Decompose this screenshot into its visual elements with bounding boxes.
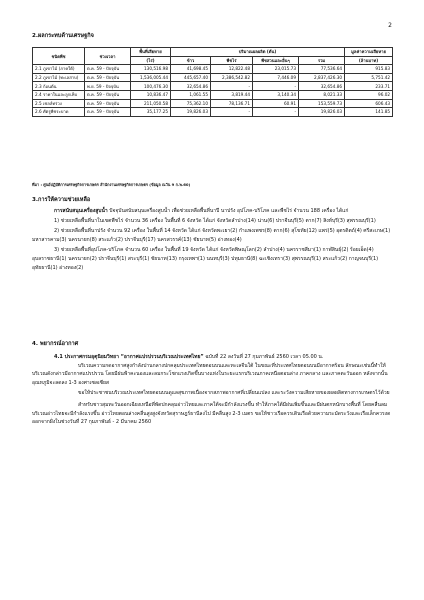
cell-veg: 3,819.44 — [211, 90, 253, 99]
cell-period: ต.ค. 59 - ปัจจุบัน — [85, 99, 131, 108]
pump-item-1: 1) ช่วยเหลือพื้นที่นาในเขตพืชไร่ จำนวน 36 เครื่อง ในพื้นที่ 6 จังหวัด ได้แก่ จังหวัดลำปาง(14) น่าน(6) ปราจีนบุรี(5) ตาก(7) สิงห์บุรี(3) สุพรรณบุรี(1) — [54, 217, 376, 224]
cell-period: พ.ย. 59 - ปัจจุบัน — [85, 82, 131, 91]
forecast-subheading-date: ฉบับที่ 22 ลงวันที่ 27 กุมภาพันธ์ 2560 เวลา 05.00 น. — [203, 354, 324, 360]
header-field-crops: พืชไร่ — [211, 56, 253, 65]
cell-area: 35,177.25 — [131, 108, 171, 117]
pump-intro-bold: การสนับสนุนเครื่องสูบน้ำ — [54, 208, 108, 214]
cell-period: ต.ค. 59 - ปัจจุบัน — [85, 90, 131, 99]
section4-body — [32, 353, 392, 427]
header-area: พื้นที่เสียหาย — [131, 48, 171, 57]
cell-total: 19,826.03 — [299, 108, 345, 117]
cell-hort: 3,140.34 — [253, 90, 299, 99]
cell-hort: 60.91 — [253, 99, 299, 108]
header-period: ช่วงเวลา — [85, 48, 131, 65]
section2-heading: 2.ผลกระทบด้านเศรษฐกิจ — [32, 33, 94, 39]
section3-body — [32, 207, 392, 272]
section3-heading: 3.การให้ความช่วยเหลือ — [32, 197, 91, 203]
pump-item-2: 2) ช่วยเหลือพื้นที่นาปรัง จำนวน 92 เครื่อง ในพื้นที่ 14 จังหวัด ได้แก่ จังหวัดพะเยา(2) กำแพงเพชร(8) ตาก(6) สุโขทัย(12) แพร่(5) อุตรดิตถ์(4) ศรีสะเกษ(1) มหาสารคาม(3) นครนายก(8) สระแก้ว(2) ปราจีนบุรี(17) นครสวรรค์(13) ชัยนาท(5) อ่างทอง(4) — [32, 228, 391, 243]
cell-period: ต.ค. 59 - ปัจจุบัน — [85, 65, 131, 74]
header-crop: ชนิดพืช — [33, 48, 85, 65]
cell-value: 141.85 — [345, 108, 393, 117]
cell-rice: 19,826.03 — [171, 108, 211, 117]
cell-value: 96.02 — [345, 90, 393, 99]
cell-crop: 2.4 ราคาในและลูกเห็บ — [33, 90, 85, 99]
cell-crop: 2.6 ศัตรูพืชระบาด — [33, 108, 85, 117]
damage-table — [32, 47, 393, 117]
cell-rice: 75,362.10 — [171, 99, 211, 108]
cell-crop: 2.1 ภูเขาไม้ (ภาคใต้) — [33, 65, 85, 74]
header-value: มูลค่าความเสียหาย — [345, 48, 393, 57]
cell-value: 5,751.42 — [345, 73, 393, 82]
cell-period: ต.ค. 59 - ปัจจุบัน — [85, 73, 131, 82]
cell-rice: 1,061.55 — [171, 90, 211, 99]
cell-total: 8,021.33 — [299, 90, 345, 99]
table-row — [33, 90, 393, 99]
cell-rice: 32,654.86 — [171, 82, 211, 91]
header-value-unit: (ล้านบาท) — [345, 56, 393, 65]
cell-veg: 78,136.71 — [211, 99, 253, 108]
cell-crop: 2.2 ภูเขาไม้ (ทะเลสาบ) — [33, 73, 85, 82]
cell-area: 100,476.30 — [131, 82, 171, 91]
pump-intro-text: ปัจจุบันสนับสนุนเครื่องสูบน้ำ เพื่อช่วยเหลือพื้นที่นาปี นาปรัง อุปโภค-บริโภค และพืชไร่ จำนวน 188 เครื่อง ได้แก่ — [107, 208, 349, 214]
pump-item-3: 3) ช่วยเหลือพื้นที่อุปโภค-บริโภค จำนวน 60 เครื่อง ในพื้นที่ 19 จังหวัด ได้แก่ จังหวัดพิษณุโลก(2) ลำปาง(4) นครราชสีมา(1) กาฬสินธุ์(2) ร้อยเอ็ด(4) อุบลราชธานี(1) นครนายก(2) ปราจีนบุรี(1) สระบุรี(1) ชัยนาท(13) กรุงเทพฯ(1) นนทบุรี(3) ปทุมธานี(8) ฉะเชิงเทรา(3) สุพรรณบุรี(1) สระแก้ว(2) กาญจนบุรี(1) อุทัยธานี(1) อ่างทอง(2) — [32, 247, 379, 271]
forecast-paragraph-3: สำหรับชาวสุมทะวันออกเฉียงเหนือที่พัดปกคลุมอ่าวไทยและภาคใต้จะมีกำลังแรงขึ้น ทำให้ภาคใต้มีฝนเพิ่มขึ้นและมีฝนตกหนักบางพื้นที่ โดยคลื่นลมบริเวณอ่าวไทยจะมีกำลังแรงขึ้น อ่าวไทยตอนล่างคลื่นสูงสูงจังหวัดสุราษฎร์ธานีลงไป มีคลื่นสูง 2-3 เมตร ขอให้ชาวเรือควรเดินเรือด้วยความระมัดระวังและเรือเล็กควรงดออกจากฝั่งในช่วงวันที่ 27 กุมภาพันธ์ - 2 มีนาคม 2560 — [32, 401, 391, 426]
cell-total: 2,837,426.30 — [299, 73, 345, 82]
header-rice: ข้าว — [171, 56, 211, 65]
cell-area: 211,050.58 — [131, 99, 171, 108]
table-row — [33, 65, 393, 74]
table-row — [33, 108, 393, 117]
cell-crop: 2.3 ก้อนต้น — [33, 82, 85, 91]
cell-total: 153,559.73 — [299, 99, 345, 108]
table-row — [33, 82, 393, 91]
cell-value: 915.83 — [345, 65, 393, 74]
cell-total: 77,536.64 — [299, 65, 345, 74]
forecast-paragraph-2: ขอให้ประชาชนบริเวณประเทศไทยตอนบนดูแลสุขภาพเนื่องจากสภาพอากาศที่เปลี่ยนแปลง และระวังความเสียหายของผลผลิตทางการเกษตรไว้ด้วย — [78, 390, 390, 397]
header-total: รวม — [299, 56, 345, 65]
forecast-paragraph-1: บริเวณความกดอากาศสูงกำลังปานกลางปกคลุมประเทศไทยตอนบนและทะเลจีนใต้ ในขณะที่ประเทศไทยตอนบนมีอากาศร้อน ลักษณะเช่นนี้ทำให้บริเวณดังกล่าวมีอากาศแปรปรวน โดยมีฝนฟ้าคะนองและลมกระโชกแรงเกิดขึ้นบางแห่งในระยะแรกบริเวณภาคเหนือตอนล่าง ภาคกลาง และภาคตะวันออก หลังจากนั้นอุณหภูมิจะลดลง 1-3 องศาเซลเซียส — [32, 362, 388, 386]
page-number: 2 — [388, 22, 392, 29]
cell-period: ต.ค. 59 - ปัจจุบัน — [85, 108, 131, 117]
cell-value: 606.43 — [345, 99, 393, 108]
table-source: ที่มา : ศูนย์ปฏิบัติการเศรษฐกิจการเกษตร สำนักงานเศรษฐกิจการเกษตร (ข้อมูล ณวัน 9 ก.พ.60) — [32, 182, 191, 187]
cell-veg: - — [211, 108, 253, 117]
forecast-subheading — [32, 353, 392, 362]
header-area-unit: (ไร่) — [131, 56, 171, 65]
header-volume: ปริมาณผลผลิต (ตัน) — [171, 48, 345, 57]
cell-total: 32,654.86 — [299, 82, 345, 91]
section4-heading: 4. พยากรณ์อากาศ — [32, 341, 79, 347]
cell-area: 1,536,005.44 — [131, 73, 171, 82]
cell-hort: - — [253, 108, 299, 117]
header-horticulture: พืชสวนและอื่นๆ — [253, 56, 299, 65]
cell-value: 233.71 — [345, 82, 393, 91]
cell-veg: 2,386,542.82 — [211, 73, 253, 82]
cell-rice: 41,698.45 — [171, 65, 211, 74]
cell-hort: 7,446.09 — [253, 73, 299, 82]
cell-hort: 23,015.73 — [253, 65, 299, 74]
forecast-subheading-bold: 4.1 ประกาศกรมอุตุนิยมวิทยา “อากาศแปรปรวนบริเวณประเทศไทย” — [54, 354, 204, 360]
cell-veg: 12,822.48 — [211, 65, 253, 74]
table-row — [33, 73, 393, 82]
cell-area: 10,836.47 — [131, 90, 171, 99]
cell-hort: - — [253, 82, 299, 91]
cell-veg: - — [211, 82, 253, 91]
table-row — [33, 99, 393, 108]
cell-crop: 2.5 เชลล์ทร่วง — [33, 99, 85, 108]
cell-area: 130,516.98 — [131, 65, 171, 74]
cell-rice: 445,657.40 — [171, 73, 211, 82]
pump-intro — [32, 207, 392, 216]
